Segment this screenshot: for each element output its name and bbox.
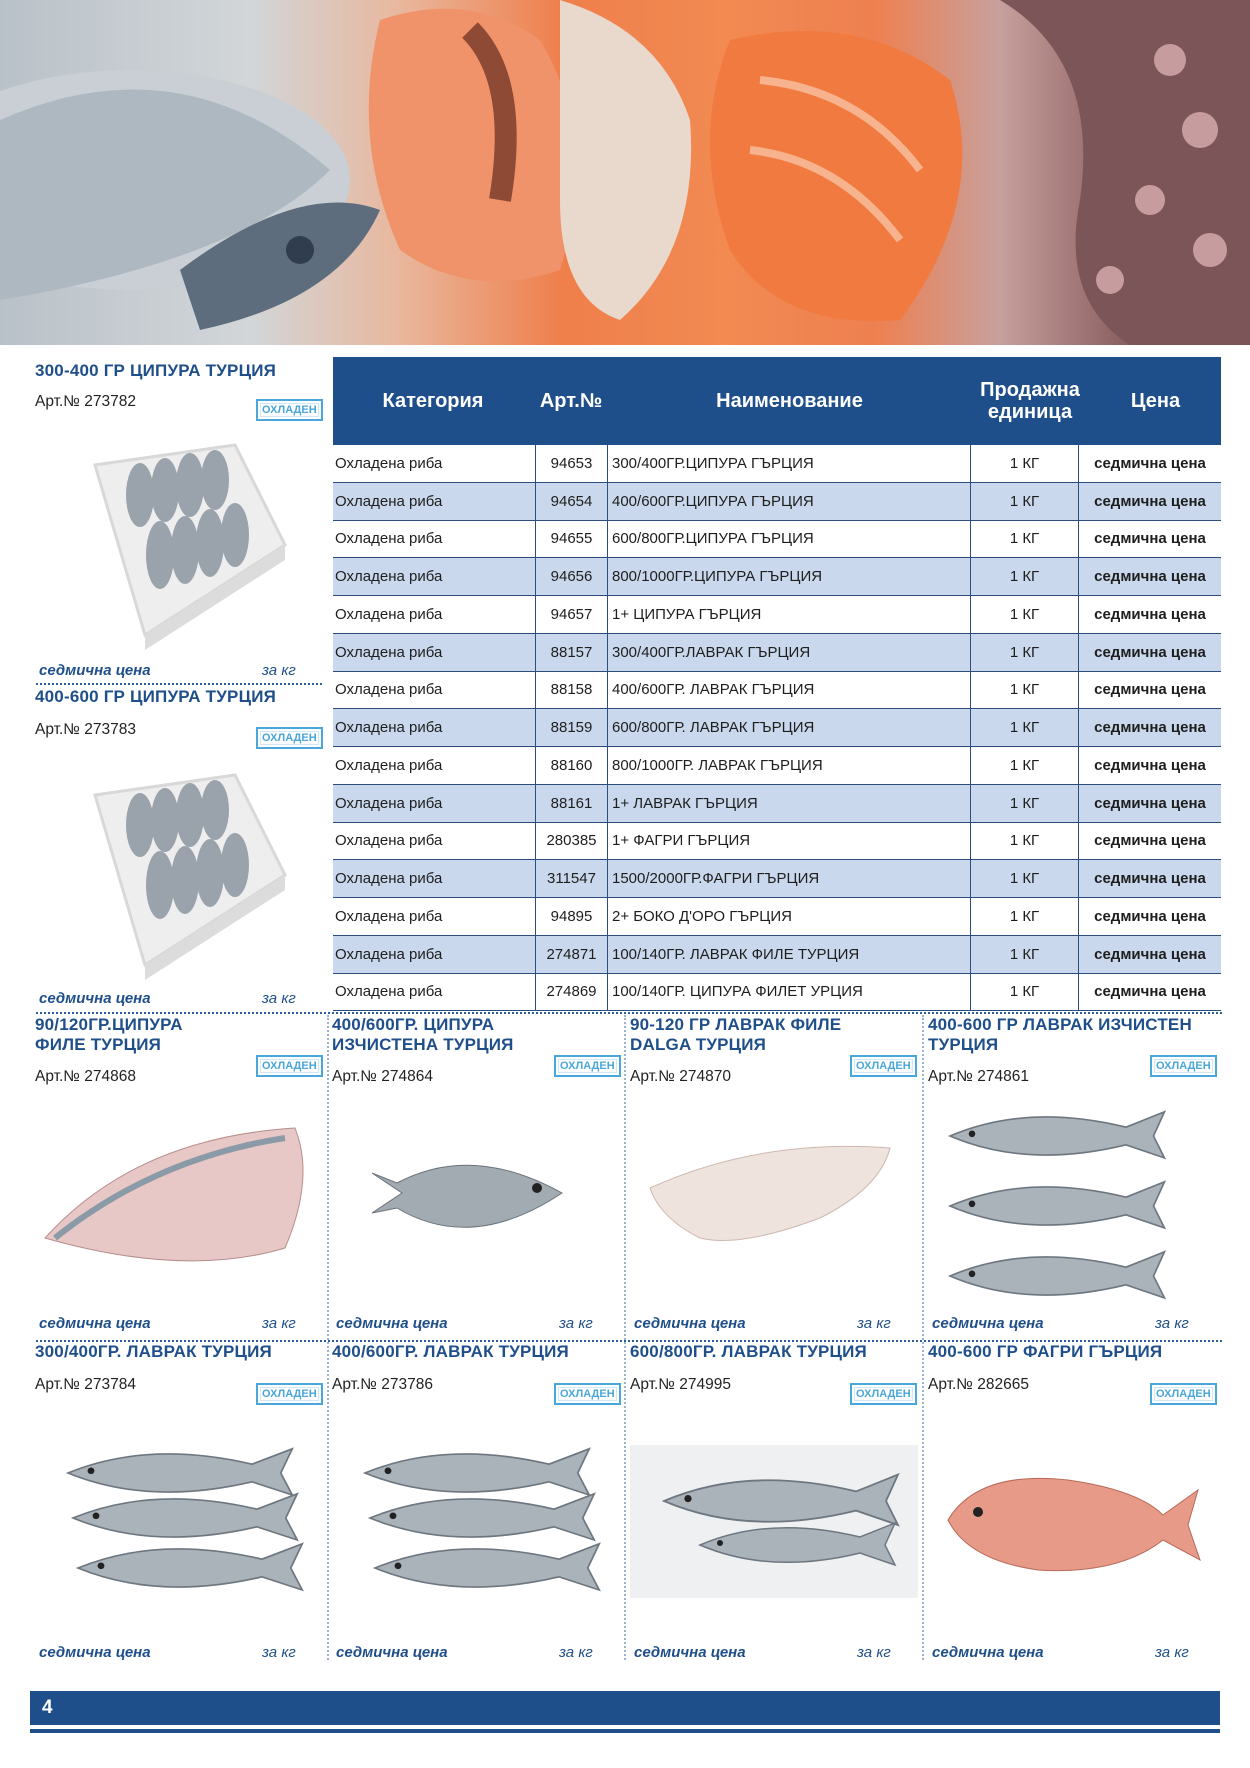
cell-name: 800/1000ГР.ЦИПУРА ГЪРЦИЯ xyxy=(607,558,970,595)
cell-unit: 1 КГ xyxy=(970,860,1078,897)
cell-category: Охладена риба xyxy=(335,681,443,699)
cell-category: Охладена риба xyxy=(335,454,443,472)
unit-label: за кг xyxy=(262,1315,296,1332)
cell-price: седмична цена xyxy=(1078,898,1221,935)
product-card xyxy=(620,1340,920,1665)
header-price: Цена xyxy=(1130,390,1181,412)
product-card xyxy=(25,1340,325,1665)
cell-category: Охладена риба xyxy=(335,530,443,548)
table-row xyxy=(333,785,1221,823)
cell-category: Охладена риба xyxy=(335,870,443,888)
chilled-badge: ОХЛАДЕН xyxy=(1150,1383,1217,1405)
cell-category: Охладена риба xyxy=(335,983,443,1001)
cell-name: 400/600ГР.ЦИПУРА ГЪРЦИЯ xyxy=(607,483,970,520)
product-article-number: Арт.№ 274864 xyxy=(332,1068,433,1085)
cell-price: седмична цена xyxy=(1078,521,1221,558)
cell-article: 280385 xyxy=(535,823,607,860)
header-name: Наименование xyxy=(716,390,863,412)
cell-article: 94654 xyxy=(535,483,607,520)
cell-article: 274871 xyxy=(535,936,607,973)
product-article-number: Арт.№ 274868 xyxy=(35,1068,136,1085)
price-label: седмична цена xyxy=(634,1644,746,1661)
cell-category: Охладена риба xyxy=(335,568,443,586)
hero-seafood-photo xyxy=(0,0,1250,345)
product-article-number: Арт.№ 273786 xyxy=(332,1376,433,1393)
product-title: 400-600 ГР ЛАВРАК ИЗЧИСТЕН ТУРЦИЯ xyxy=(928,1015,1192,1054)
product-card xyxy=(918,1340,1218,1665)
product-article-number: Арт.№ 274870 xyxy=(630,1068,731,1085)
cell-name: 100/140ГР. ЦИПУРА ФИЛЕТ УРЦИЯ xyxy=(607,974,970,1011)
product-card xyxy=(620,1013,920,1338)
cell-unit: 1 КГ xyxy=(970,634,1078,671)
product-title: 90/120ГР.ЦИПУРА ФИЛЕ ТУРЦИЯ xyxy=(35,1015,183,1054)
table-row xyxy=(333,898,1221,936)
table-row xyxy=(333,823,1221,861)
cell-name: 400/600ГР. ЛАВРАК ГЪРЦИЯ xyxy=(607,672,970,709)
cell-name: 1+ ЛАВРАК ГЪРЦИЯ xyxy=(607,785,970,822)
cell-name: 2+ БОКО Д'ОРО ГЪРЦИЯ xyxy=(607,898,970,935)
product-title: 400/600ГР. ЛАВРАК ТУРЦИЯ xyxy=(332,1342,569,1361)
price-label: седмична цена xyxy=(932,1315,1044,1332)
product-title: 400-600 ГР ФАГРИ ГЪРЦИЯ xyxy=(928,1342,1163,1361)
cell-price: седмична цена xyxy=(1078,672,1221,709)
footer-rule xyxy=(30,1729,1220,1733)
product-article-number: Арт.№ 273783 xyxy=(35,721,136,738)
product-title: 300/400ГР. ЛАВРАК ТУРЦИЯ xyxy=(35,1342,272,1361)
cell-price: седмична цена xyxy=(1078,709,1221,746)
unit-label: за кг xyxy=(262,1644,296,1661)
table-row xyxy=(333,483,1221,521)
table-row xyxy=(333,634,1221,672)
cell-price: седмична цена xyxy=(1078,634,1221,671)
table-row xyxy=(333,747,1221,785)
cell-price: седмична цена xyxy=(1078,558,1221,595)
cell-name: 1+ ЦИПУРА ГЪРЦИЯ xyxy=(607,596,970,633)
price-label: седмична цена xyxy=(932,1644,1044,1661)
cell-article: 88161 xyxy=(535,785,607,822)
cell-article: 88159 xyxy=(535,709,607,746)
product-title: 400-600 ГР ЦИПУРА ТУРЦИЯ xyxy=(35,687,277,706)
cell-name: 600/800ГР. ЛАВРАК ГЪРЦИЯ xyxy=(607,709,970,746)
cell-article: 94656 xyxy=(535,558,607,595)
cell-unit: 1 КГ xyxy=(970,596,1078,633)
chilled-badge: ОХЛАДЕН xyxy=(256,727,323,749)
unit-label: за кг xyxy=(559,1644,593,1661)
table-row xyxy=(333,936,1221,974)
product-image xyxy=(938,1460,1208,1590)
cell-name: 100/140ГР. ЛАВРАК ФИЛЕ ТУРЦИЯ xyxy=(607,936,970,973)
price-label: седмична цена xyxy=(39,1315,151,1332)
table-row xyxy=(333,709,1221,747)
cell-price: седмична цена xyxy=(1078,445,1221,482)
cell-price: седмична цена xyxy=(1078,483,1221,520)
cell-unit: 1 КГ xyxy=(970,483,1078,520)
chilled-badge: ОХЛАДЕН xyxy=(256,1383,323,1405)
price-label: седмична цена xyxy=(336,1315,448,1332)
cell-price: седмична цена xyxy=(1078,860,1221,897)
cell-unit: 1 КГ xyxy=(970,747,1078,784)
page-footer-bar xyxy=(30,1691,1220,1725)
price-label: седмична цена xyxy=(39,990,151,1007)
cell-unit: 1 КГ xyxy=(970,974,1078,1011)
cell-category: Охладена риба xyxy=(335,605,443,623)
cell-category: Охладена риба xyxy=(335,832,443,850)
product-image xyxy=(928,1093,1203,1323)
price-label: седмична цена xyxy=(39,662,151,679)
cell-category: Охладена риба xyxy=(335,794,443,812)
table-body xyxy=(333,445,1221,1011)
product-image xyxy=(342,1440,612,1610)
chilled-badge: ОХЛАДЕН xyxy=(256,399,323,421)
product-article-number: Арт.№ 273784 xyxy=(35,1376,136,1393)
product-image xyxy=(45,1440,315,1610)
cell-unit: 1 КГ xyxy=(970,709,1078,746)
product-image xyxy=(630,1445,918,1598)
product-article-number: Арт.№ 274995 xyxy=(630,1376,731,1393)
cell-name: 800/1000ГР. ЛАВРАК ГЪРЦИЯ xyxy=(607,747,970,784)
cell-article: 88158 xyxy=(535,672,607,709)
chilled-badge: ОХЛАДЕН xyxy=(554,1383,621,1405)
product-article-number: Арт.№ 282665 xyxy=(928,1376,1029,1393)
product-title: 400/600ГР. ЦИПУРА ИЗЧИСТЕНА ТУРЦИЯ xyxy=(332,1015,514,1054)
chilled-badge: ОХЛАДЕН xyxy=(256,1055,323,1077)
table-row xyxy=(333,521,1221,559)
chilled-badge: ОХЛАДЕН xyxy=(1150,1055,1217,1077)
price-table xyxy=(333,357,1221,1011)
product-image xyxy=(640,1128,910,1258)
cell-price: седмична цена xyxy=(1078,596,1221,633)
cell-name: 300/400ГР.ЦИПУРА ГЪРЦИЯ xyxy=(607,445,970,482)
table-row xyxy=(333,974,1221,1012)
cell-price: седмична цена xyxy=(1078,936,1221,973)
cell-name: 300/400ГР.ЛАВРАК ГЪРЦИЯ xyxy=(607,634,970,671)
cell-category: Охладена риба xyxy=(335,945,443,963)
product-card xyxy=(322,1013,622,1338)
unit-label: за кг xyxy=(559,1315,593,1332)
unit-label: за кг xyxy=(857,1315,891,1332)
cell-unit: 1 КГ xyxy=(970,672,1078,709)
cell-article: 88157 xyxy=(535,634,607,671)
cell-unit: 1 КГ xyxy=(970,558,1078,595)
cell-unit: 1 КГ xyxy=(970,785,1078,822)
unit-label: за кг xyxy=(262,662,296,679)
product-card xyxy=(25,1013,325,1338)
cell-price: седмична цена xyxy=(1078,747,1221,784)
product-title: 600/800ГР. ЛАВРАК ТУРЦИЯ xyxy=(630,1342,867,1361)
cell-category: Охладена риба xyxy=(335,719,443,737)
product-card xyxy=(25,683,325,1008)
header-article: Арт.№ xyxy=(539,390,603,412)
unit-label: за кг xyxy=(1155,1644,1189,1661)
cell-price: седмична цена xyxy=(1078,974,1221,1011)
cell-unit: 1 КГ xyxy=(970,936,1078,973)
product-card xyxy=(25,355,325,680)
table-row xyxy=(333,596,1221,634)
chilled-badge: ОХЛАДЕН xyxy=(850,1383,917,1405)
cell-category: Охладена риба xyxy=(335,492,443,510)
unit-label: за кг xyxy=(1155,1315,1189,1332)
chilled-badge: ОХЛАДЕН xyxy=(850,1055,917,1077)
product-article-number: Арт.№ 273782 xyxy=(35,393,136,410)
cell-article: 94655 xyxy=(535,521,607,558)
product-image xyxy=(352,1133,592,1243)
cell-article: 94653 xyxy=(535,445,607,482)
cell-price: седмична цена xyxy=(1078,823,1221,860)
product-title: 90-120 ГР ЛАВРАК ФИЛЕ DALGA ТУРЦИЯ xyxy=(630,1015,842,1054)
cell-category: Охладена риба xyxy=(335,907,443,925)
table-header xyxy=(333,357,1221,445)
cell-article: 274869 xyxy=(535,974,607,1011)
cell-name: 1500/2000ГР.ФАГРИ ГЪРЦИЯ xyxy=(607,860,970,897)
cell-unit: 1 КГ xyxy=(970,445,1078,482)
price-label: седмична цена xyxy=(336,1644,448,1661)
product-article-number: Арт.№ 274861 xyxy=(928,1068,1029,1085)
price-label: седмична цена xyxy=(634,1315,746,1332)
product-image xyxy=(85,765,295,985)
table-row xyxy=(333,672,1221,710)
chilled-badge: ОХЛАДЕН xyxy=(554,1055,621,1077)
product-image xyxy=(35,1098,320,1288)
table-row xyxy=(333,860,1221,898)
product-title: 300-400 ГР ЦИПУРА ТУРЦИЯ xyxy=(35,361,277,380)
unit-label: за кг xyxy=(262,990,296,1007)
unit-label: за кг xyxy=(857,1644,891,1661)
table-row xyxy=(333,445,1221,483)
cell-category: Охладена риба xyxy=(335,756,443,774)
product-card xyxy=(918,1013,1218,1338)
price-label: седмична цена xyxy=(39,1644,151,1661)
cell-name: 600/800ГР.ЦИПУРА ГЪРЦИЯ xyxy=(607,521,970,558)
cell-article: 94895 xyxy=(535,898,607,935)
header-sale-unit: Продажна единица xyxy=(980,379,1080,423)
cell-unit: 1 КГ xyxy=(970,521,1078,558)
page-number: 4 xyxy=(42,1697,53,1718)
cell-category: Охладена риба xyxy=(335,643,443,661)
product-card xyxy=(322,1340,622,1665)
cell-unit: 1 КГ xyxy=(970,823,1078,860)
cell-name: 1+ ФАГРИ ГЪРЦИЯ xyxy=(607,823,970,860)
cell-article: 88160 xyxy=(535,747,607,784)
cell-unit: 1 КГ xyxy=(970,898,1078,935)
table-row xyxy=(333,558,1221,596)
cell-article: 311547 xyxy=(535,860,607,897)
cell-article: 94657 xyxy=(535,596,607,633)
product-image xyxy=(85,435,295,655)
header-category: Категория xyxy=(382,390,484,412)
cell-price: седмична цена xyxy=(1078,785,1221,822)
